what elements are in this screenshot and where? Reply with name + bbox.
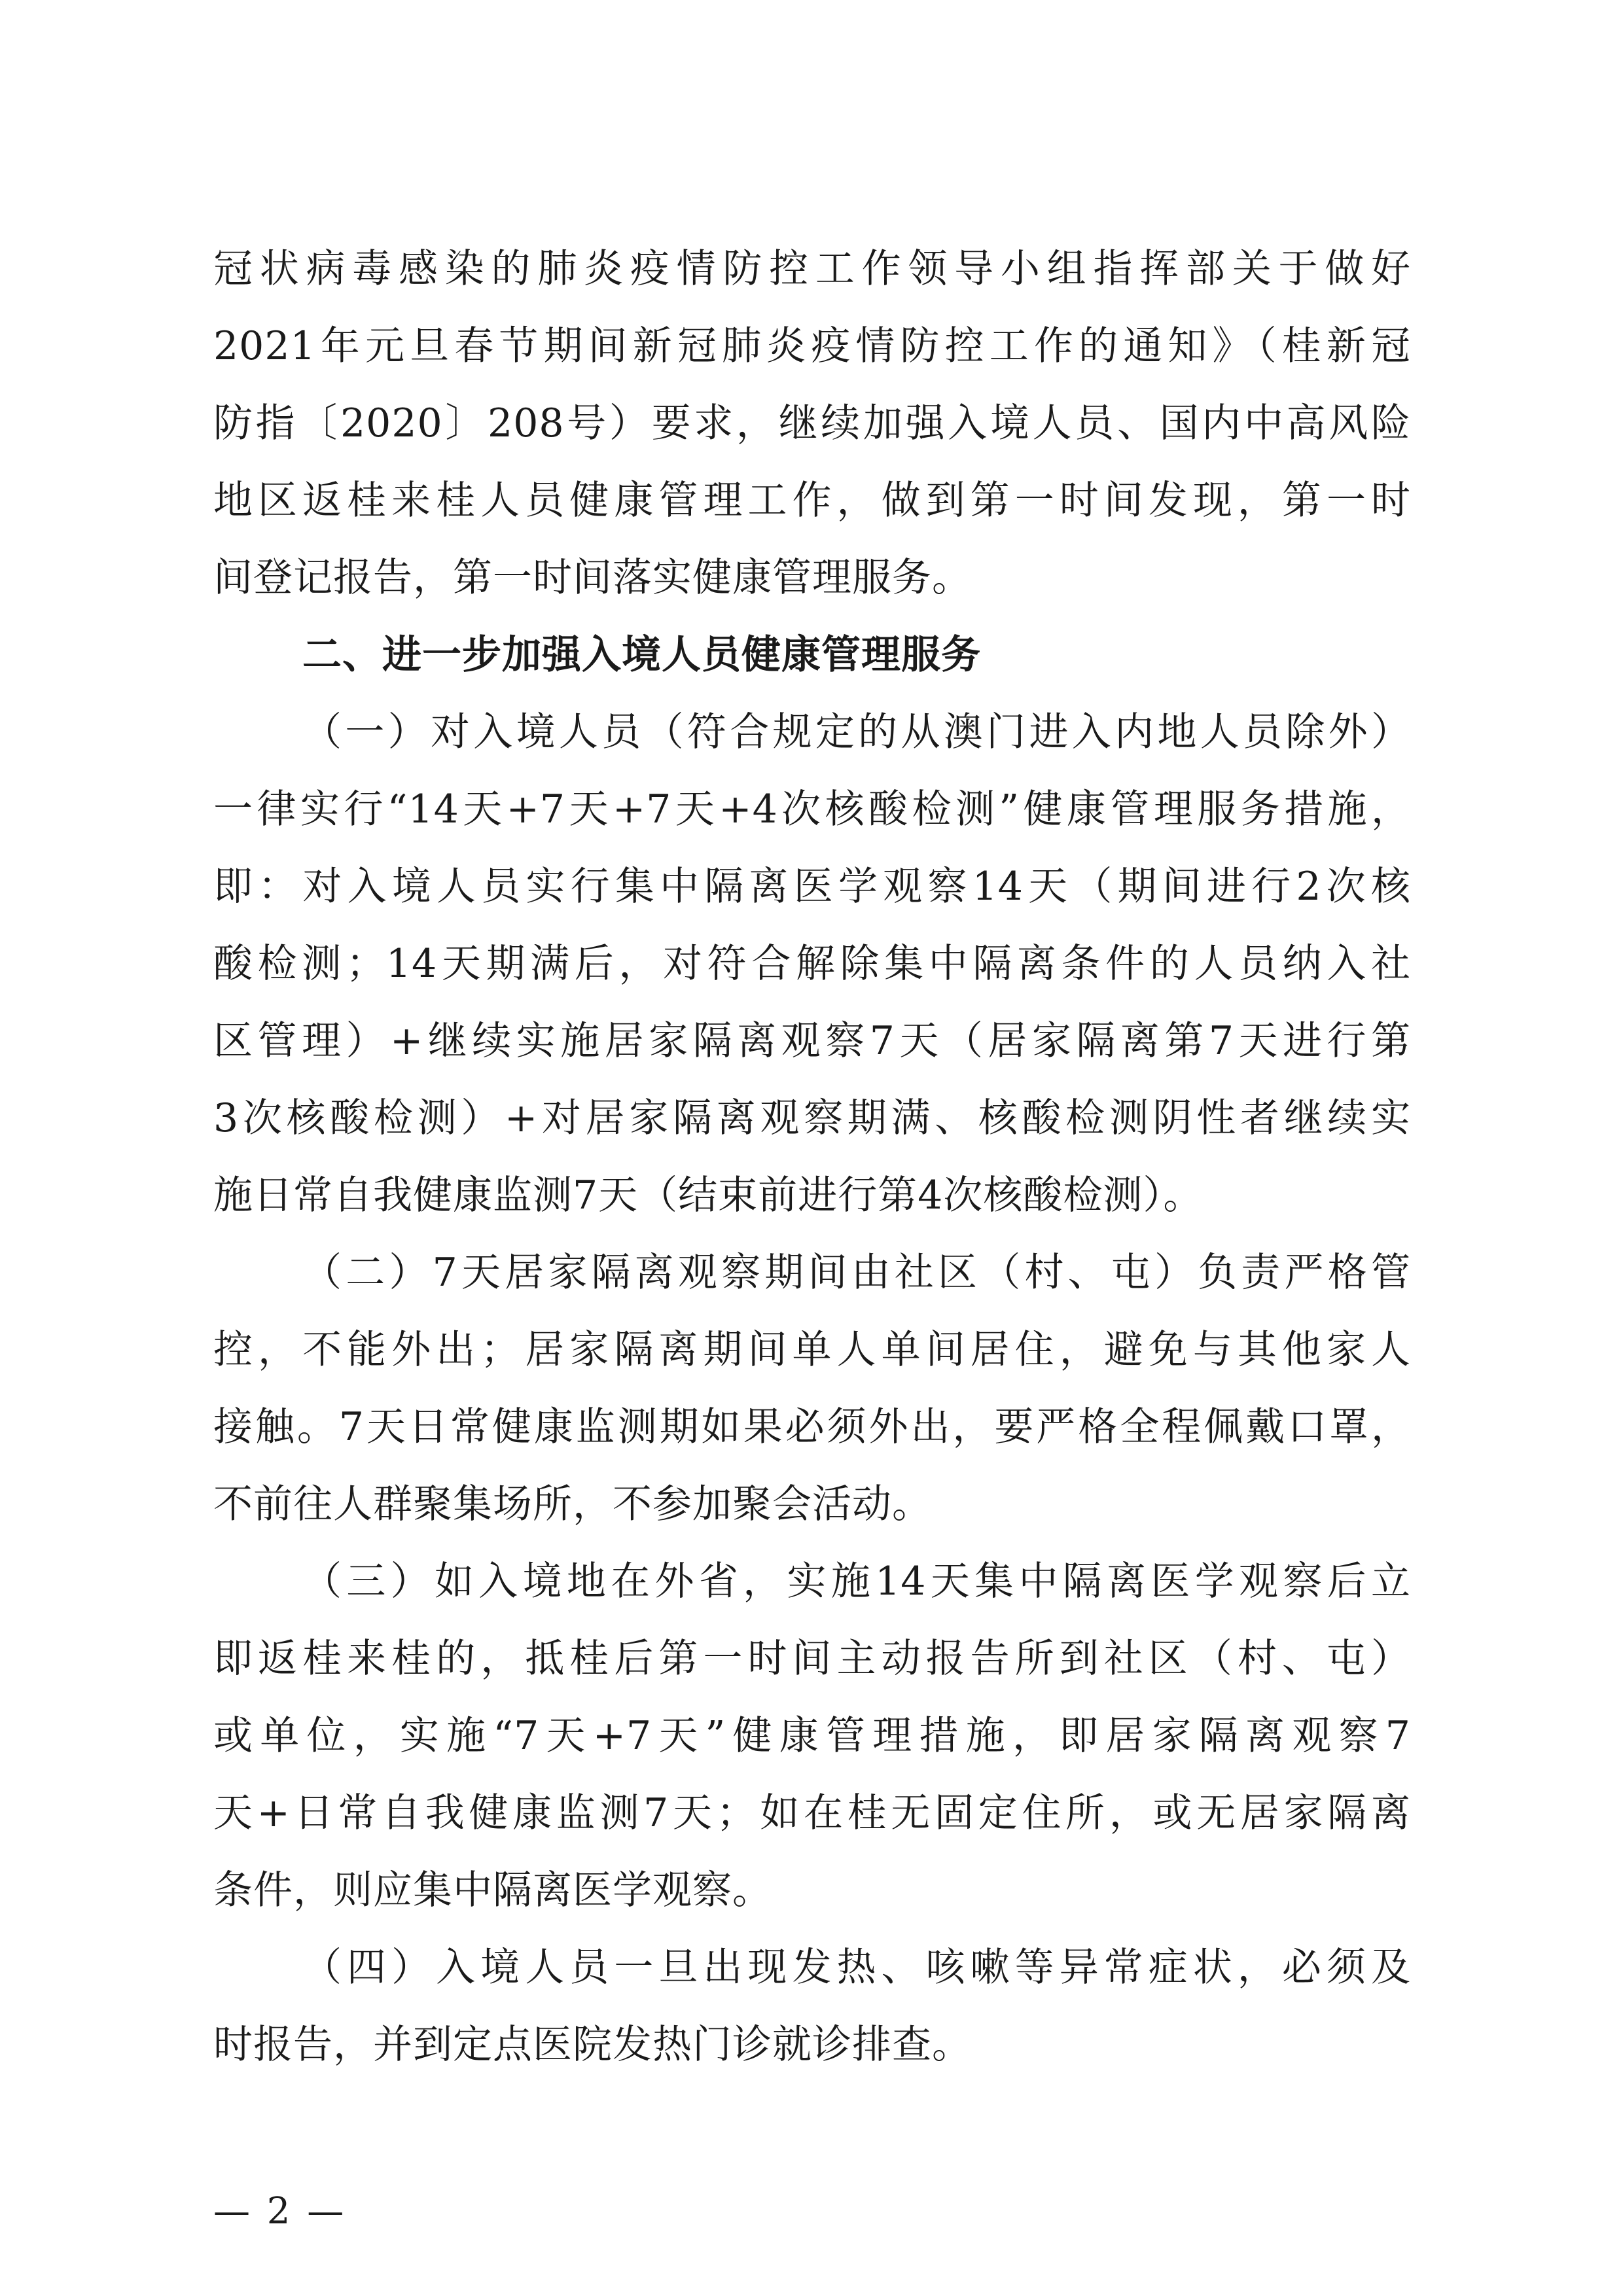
paragraph-line: 酸检测；14天期满后，对符合解除集中隔离条件的人员纳入社: [213, 941, 1411, 987]
paragraph-line: 即：对入境人员实行集中隔离医学观察14天（期间进行2次核: [213, 864, 1411, 910]
item-3-paragraph: [213, 1543, 1411, 1929]
paragraph-line: 间登记报告，第一时间落实健康管理服务。: [213, 555, 972, 601]
paragraph-line: 接触。7天日常健康监测期如果必须外出，要严格全程佩戴口罩，: [213, 1404, 1411, 1450]
paragraph-line: 天+日常自我健康监测7天；如在桂无固定住所，或无居家隔离: [213, 1790, 1411, 1836]
item-1-paragraph: [213, 694, 1411, 1234]
paragraph-line: 一律实行“14天+7天+7天+4次核酸检测”健康管理服务措施，: [213, 786, 1411, 832]
paragraph-line: 防指〔2020〕208号）要求，继续加强入境人员、国内中高风险: [213, 400, 1411, 446]
page-number: — 2 —: [213, 2190, 347, 2233]
paragraph-line: （一）对入境人员（符合规定的从澳门进入内地人员除外）: [302, 709, 1411, 755]
paragraph-line: 条件，则应集中隔离医学观察。: [213, 1867, 772, 1913]
paragraph-line: 时报告，并到定点医院发热门诊就诊排查。: [213, 2022, 972, 2068]
paragraph-line: 控，不能外出；居家隔离期间单人单间居住，避免与其他家人: [213, 1327, 1411, 1373]
item-4-paragraph: [213, 1929, 1411, 2083]
paragraph-line: 2021年元旦春节期间新冠肺炎疫情防控工作的通知》（桂新冠: [213, 323, 1411, 369]
paragraph-line: 地区返桂来桂人员健康管理工作，做到第一时间发现，第一时: [213, 478, 1411, 523]
intro-paragraph: [213, 230, 1411, 616]
paragraph-line: （四）入境人员一旦出现发热、咳嗽等异常症状，必须及: [302, 1945, 1411, 1990]
paragraph-line: （三）如入境地在外省，实施14天集中隔离医学观察后立: [302, 1559, 1411, 1604]
paragraph-line: 冠状病毒感染的肺炎疫情防控工作领导小组指挥部关于做好: [213, 246, 1411, 292]
paragraph-line: 区管理）+继续实施居家隔离观察7天（居家隔离第7天进行第: [213, 1018, 1411, 1064]
paragraph-line: 或单位，实施“7天+7天”健康管理措施，即居家隔离观察7: [213, 1713, 1411, 1759]
item-2-paragraph: [213, 1234, 1411, 1543]
paragraph-line: （二）7天居家隔离观察期间由社区（村、屯）负责严格管: [302, 1250, 1411, 1296]
paragraph-line: 施日常自我健康监测7天（结束前进行第4次核酸检测）。: [213, 1173, 1204, 1218]
paragraph-line: 不前往人群聚集场所，不参加聚会活动。: [213, 1481, 932, 1527]
section-heading: 二、进一步加强入境人员健康管理服务: [302, 632, 981, 678]
document-body: [213, 230, 1411, 2083]
paragraph-line: 即返桂来桂的，抵桂后第一时间主动报告所到社区（村、屯）: [213, 1636, 1411, 1682]
paragraph-line: 3次核酸检测）+对居家隔离观察期满、核酸检测阴性者继续实: [213, 1095, 1411, 1141]
